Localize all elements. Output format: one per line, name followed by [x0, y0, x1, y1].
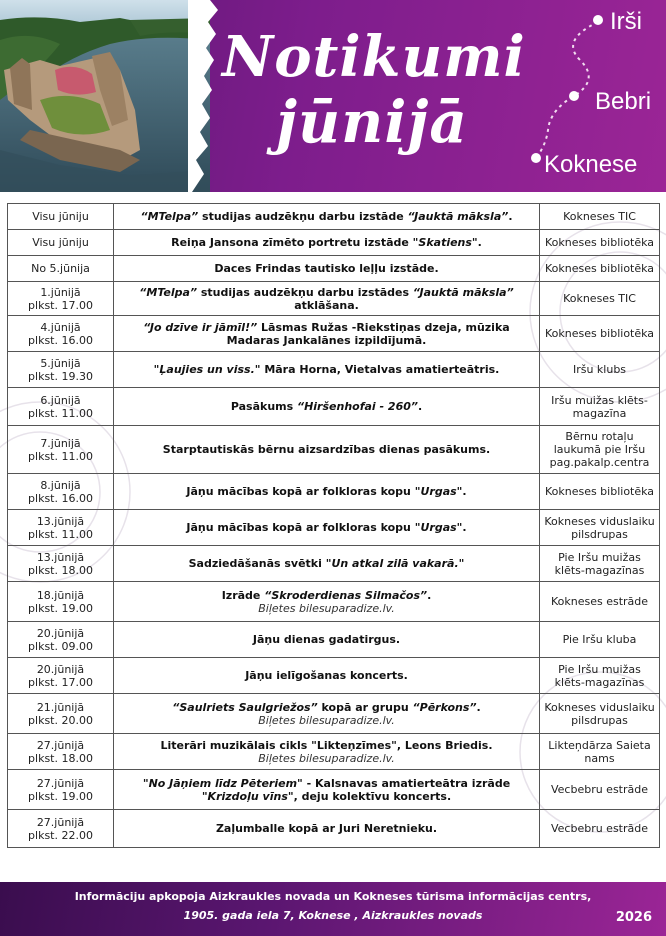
- event-title-part: Jāņu mācības kopā ar folkloras kopu: [186, 485, 415, 498]
- event-location: Kokneses bibliotēka: [540, 316, 660, 352]
- event-row: [8, 546, 660, 582]
- event-location: Vecbebru estrāde: [540, 770, 660, 810]
- event-title-part: Jāņu dienas gadatirgus.: [252, 633, 401, 646]
- event-title-part: - Kalsnavas amatierteātra izrāde: [302, 776, 511, 790]
- event-date-day: 7.jūnijā: [40, 436, 81, 450]
- event-date: [8, 770, 114, 810]
- event-row: [8, 256, 660, 282]
- event-date-day: 5.jūnijā: [40, 356, 81, 370]
- event-location: Iršu klubs: [540, 352, 660, 388]
- event-date-day: 18.jūnijā: [36, 588, 85, 602]
- event-title-part: "Urgas": [414, 521, 463, 534]
- event-date-day: Visu jūniju: [32, 210, 89, 223]
- event-date-day: 21.jūnijā: [36, 700, 85, 714]
- event-title: [114, 546, 540, 582]
- event-title-part: "No Jāņiem līdz Pēteriem": [142, 776, 303, 790]
- event-location: Pie Iršu muižas klēts-magazīnas: [540, 658, 660, 694]
- event-title: [114, 426, 540, 474]
- poster-footer: [0, 882, 666, 936]
- event-title-part: .: [462, 521, 467, 534]
- event-date-time: plkst. 19.30: [28, 369, 93, 383]
- event-date-time: plkst. 16.00: [28, 491, 93, 505]
- castle-ruins-photo: [0, 0, 210, 192]
- event-location: Kokneses bibliotēka: [540, 474, 660, 510]
- event-date: [8, 694, 114, 734]
- event-date: [8, 282, 114, 316]
- event-location: Pie Iršu muižas klēts-magazīnas: [540, 546, 660, 582]
- event-title: [114, 582, 540, 622]
- event-title-part: Jāņu mācības kopā ar folkloras kopu: [186, 521, 415, 534]
- event-row: [8, 658, 660, 694]
- event-title-part: “Pērkons”: [412, 700, 477, 714]
- event-row: [8, 352, 660, 388]
- event-date-day: 27.jūnijā: [36, 738, 85, 752]
- event-date-day: Visu jūniju: [32, 236, 89, 249]
- footer-year: 2026: [615, 910, 652, 925]
- event-title-part: , deju kolektīvu koncerts.: [293, 789, 452, 803]
- event-row: [8, 426, 660, 474]
- event-date: [8, 316, 114, 352]
- event-date-day: 13.jūnijā: [36, 550, 85, 564]
- event-row: [8, 474, 660, 510]
- title-line-1: Notikumi: [222, 24, 526, 90]
- event-title-part: “Skroderdienas Silmačos”: [264, 588, 428, 602]
- event-date-time: plkst. 17.00: [28, 675, 93, 689]
- event-title-part: “Jauktā māksla”: [407, 210, 509, 223]
- event-title-part: "Urgas": [414, 485, 463, 498]
- event-title: [114, 734, 540, 770]
- event-row: [8, 810, 660, 848]
- event-date-time: plkst. 11.00: [28, 527, 93, 541]
- event-title: [114, 694, 540, 734]
- event-date: [8, 510, 114, 546]
- event-date: [8, 204, 114, 230]
- places-list: [520, 0, 666, 192]
- event-title-part: studijas audzēkņu darbu izstāde: [198, 210, 408, 223]
- event-date: [8, 546, 114, 582]
- event-date: [8, 256, 114, 282]
- event-title-part: kopā ar grupu: [317, 700, 413, 714]
- event-title: [114, 256, 540, 282]
- event-date-time: plkst. 17.00: [28, 298, 93, 312]
- event-date-day: 20.jūnijā: [36, 662, 85, 676]
- event-title-part: “MTelpa”: [140, 210, 199, 223]
- event-date-day: 6.jūnijā: [40, 393, 81, 407]
- event-title: [114, 770, 540, 810]
- event-date-day: 27.jūnijā: [36, 815, 85, 829]
- event-row: [8, 316, 660, 352]
- event-location: Bērnu rotaļu laukumā pie Iršu pag.pakalp.centra: [540, 426, 660, 474]
- event-title: [114, 282, 540, 316]
- event-title-part: Starptautiskās bērnu aizsardzības dienas pasākums.: [162, 443, 491, 456]
- event-title-part: studijas audzēkņu darbu izstādes: [197, 285, 413, 299]
- event-date: [8, 474, 114, 510]
- event-location: Pie Iršu kluba: [540, 622, 660, 658]
- event-date-day: 4.jūnijā: [40, 320, 81, 334]
- event-title: [114, 316, 540, 352]
- event-location: Kokneses bibliotēka: [540, 256, 660, 282]
- event-location: Kokneses viduslaiku pilsdrupas: [540, 510, 660, 546]
- event-title-part: “MTelpa”: [139, 285, 198, 299]
- place-bebri: Bebri: [595, 88, 652, 115]
- event-date: [8, 734, 114, 770]
- route-dot-bebri: [569, 91, 579, 101]
- place-koknese: Koknese: [544, 151, 638, 178]
- event-title-part: .: [477, 236, 482, 249]
- event-row: [8, 582, 660, 622]
- event-title: [114, 388, 540, 426]
- event-title: [114, 658, 540, 694]
- event-date-time: plkst. 19.00: [28, 601, 93, 615]
- event-title: [114, 204, 540, 230]
- event-date-time: plkst. 19.00: [28, 789, 93, 803]
- event-row: [8, 388, 660, 426]
- event-date: [8, 658, 114, 694]
- event-row: [8, 770, 660, 810]
- event-location: Kokneses viduslaiku pilsdrupas: [540, 694, 660, 734]
- event-date: [8, 388, 114, 426]
- place-irsi: Irši: [610, 8, 642, 35]
- event-title-part: .: [427, 588, 432, 602]
- event-title-part: .: [476, 700, 481, 714]
- event-location: Vecbebru estrāde: [540, 810, 660, 848]
- event-date-day: 20.jūnijā: [36, 626, 85, 640]
- event-title-part: “Hiršenhofai - 260”: [297, 400, 418, 413]
- event-title: [114, 352, 540, 388]
- event-date-time: plkst. 09.00: [28, 639, 93, 653]
- event-title: [114, 230, 540, 256]
- poster-header: [0, 0, 666, 192]
- event-date: [8, 582, 114, 622]
- event-title-part: .: [508, 210, 513, 223]
- event-row: [8, 204, 660, 230]
- event-title-part: Daces Frindas tautisko leļļu izstāde.: [214, 262, 439, 275]
- event-title: [114, 510, 540, 546]
- event-date: [8, 426, 114, 474]
- event-ticket-note: Biļetes bilesuparadize.lv.: [258, 751, 395, 765]
- title-line-2: jūnijā: [276, 88, 468, 156]
- event-ticket-note: Biļetes bilesuparadize.lv.: [258, 601, 395, 615]
- event-location: Kokneses estrāde: [540, 582, 660, 622]
- event-title-part: “Jauktā māksla”: [412, 285, 514, 299]
- event-location: Kokneses TIC: [540, 204, 660, 230]
- route-dot-irsi: [593, 15, 603, 25]
- event-title: [114, 810, 540, 848]
- event-date-time: plkst. 18.00: [28, 563, 93, 577]
- event-title-part: atklāšana.: [294, 298, 359, 312]
- event-title-part: Zaļumballe kopā ar Juri Neretnieku.: [215, 822, 438, 835]
- event-row: [8, 230, 660, 256]
- event-location: Likteņdārza Saieta nams: [540, 734, 660, 770]
- event-title: [114, 474, 540, 510]
- event-date: [8, 230, 114, 256]
- event-title-part: Izrāde: [221, 588, 265, 602]
- event-title-part: Jāņu ielīgošanas koncerts.: [245, 669, 408, 682]
- event-date: [8, 622, 114, 658]
- event-date-time: plkst. 11.00: [28, 406, 93, 420]
- event-date-day: 13.jūnijā: [36, 514, 85, 528]
- event-date: [8, 352, 114, 388]
- event-title-part: .: [417, 400, 423, 413]
- event-title-part: Reiņa Jansona zīmēto portretu izstāde: [171, 236, 413, 249]
- event-location: Kokneses bibliotēka: [540, 230, 660, 256]
- event-date-day: 27.jūnijā: [36, 776, 85, 790]
- event-date-time: plkst. 16.00: [28, 333, 93, 347]
- event-title-part: .: [462, 485, 467, 498]
- event-title-part: "Ļaujies un viss.": [153, 363, 261, 376]
- event-date-time: plkst. 20.00: [28, 713, 93, 727]
- event-title-part: Lāsmas Ružas -Riekstiņas dzeja, mūzika Madaras Jankalānes izpildījumā.: [226, 320, 510, 347]
- event-date: [8, 810, 114, 848]
- event-title-part: Māra Horna, Vietalvas amatierteātris.: [260, 363, 500, 376]
- event-title-part: “Jo dzīve ir jāmīl!”: [143, 320, 258, 334]
- event-date-time: plkst. 18.00: [28, 751, 93, 765]
- event-row: [8, 694, 660, 734]
- event-date-time: plkst. 11.00: [28, 449, 93, 463]
- event-row: [8, 282, 660, 316]
- event-title-part: "Un atkal zilā vakarā.": [325, 557, 465, 570]
- event-row: [8, 734, 660, 770]
- event-title-part: Literāri muzikālais cikls "Likteņzīmes", Leons Briedis.: [160, 738, 493, 752]
- event-date-day: 1.jūnijā: [40, 285, 81, 299]
- event-location: Kokneses TIC: [540, 282, 660, 316]
- route-dot-koknese: [531, 153, 541, 163]
- event-title-part: Pasākums: [230, 400, 297, 413]
- event-date-time: plkst. 22.00: [28, 828, 93, 842]
- event-title-part: "Skatiens": [412, 236, 478, 249]
- footer-address: 1905. gada iela 7, Koknese , Aizkraukles novads: [183, 909, 483, 922]
- event-location: Iršu muižas klēts-magazīna: [540, 388, 660, 426]
- event-date-day: 8.jūnijā: [40, 478, 81, 492]
- event-ticket-note: Biļetes bilesuparadize.lv.: [258, 713, 395, 727]
- event-title-part: "Krizdoļu vīns": [201, 789, 294, 803]
- events-table: [7, 203, 660, 848]
- event-title-part: Sadziedāšanās svētki: [188, 557, 326, 570]
- event-row: [8, 622, 660, 658]
- event-row: [8, 510, 660, 546]
- event-date-day: No 5.jūnija: [31, 262, 90, 275]
- footer-credit: Informāciju apkopoja Aizkraukles novada un Kokneses tūrisma informācijas centrs,: [74, 890, 592, 903]
- event-title-part: “Saulriets Saulgriežos”: [172, 700, 318, 714]
- event-title: [114, 622, 540, 658]
